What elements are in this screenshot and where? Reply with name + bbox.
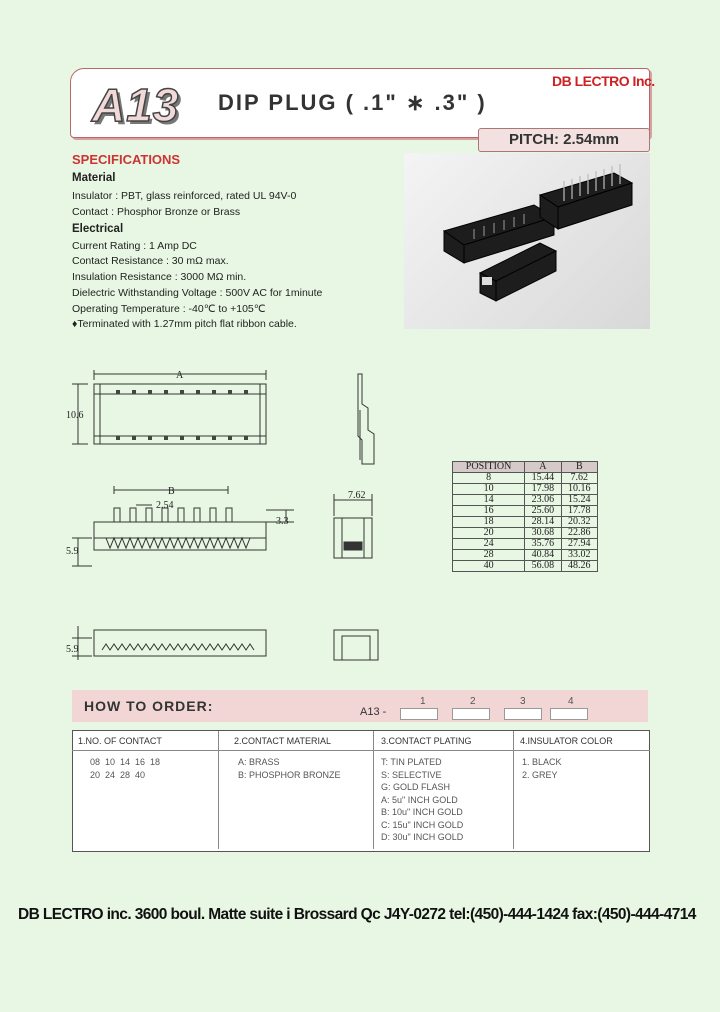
operating-temperature: Operating Temperature : -40℃ to +105℃ (72, 303, 266, 315)
col-divider (218, 731, 219, 849)
insulation-resistance: Insulation Resistance : 3000 MΩ min. (72, 271, 247, 283)
col-b: B (561, 462, 597, 473)
product-title: DIP PLUG ( .1" ∗ .3" ) (218, 90, 487, 115)
list-item: 08 10 14 16 18 (90, 757, 161, 767)
order-divider (72, 750, 650, 751)
contact-resistance: Contact Resistance : 30 mΩ max. (72, 255, 229, 267)
company-footer: DB LECTRO inc. 3600 boul. Matte suite i Brossard Qc J4Y-0272 tel:(450)-444-1424 fax:(450)-444-4714 (18, 906, 696, 923)
color-list (522, 756, 562, 781)
table-row: 28 40.84 33.02 (453, 550, 598, 561)
col3-heading: 3.CONTACT PLATING (381, 736, 472, 746)
slot-2-label: 2 (470, 696, 476, 707)
technical-drawings (66, 360, 426, 680)
table-row: 40 56.08 48.26 (453, 561, 598, 572)
specs-heading: SPECIFICATIONS (72, 152, 181, 167)
dim-a-label: A (176, 370, 184, 381)
list-item: B: 10u" INCH GOLD (381, 807, 463, 817)
slot-1-box (400, 708, 438, 720)
list-item: T: TIN PLATED (381, 757, 442, 767)
contact-spec: Contact : Phosphor Bronze or Brass (72, 206, 241, 218)
col2-heading: 2.CONTACT MATERIAL (234, 736, 332, 746)
list-item: C: 15u" INCH GOLD (381, 819, 464, 830)
col-a: A (525, 462, 561, 473)
table-row: 14 23.06 15.24 (453, 495, 598, 506)
table-row: 16 25.60 17.78 (453, 506, 598, 517)
list-item: 2. GREY (522, 769, 558, 780)
pitch-badge: PITCH: 2.54mm (478, 128, 650, 152)
list-item: 1. BLACK (522, 757, 562, 767)
dim-10-6-label: 10.6 (66, 410, 84, 421)
slot-4-label: 4 (568, 696, 574, 707)
dim-7-62-label: 7.62 (348, 490, 366, 501)
material-list (238, 756, 341, 781)
slot-4-box (550, 708, 588, 720)
dim-2-54-label: 2.54 (156, 500, 174, 511)
slot-2-box (452, 708, 490, 720)
contact-count-list (90, 756, 160, 781)
dim-3-3-label: 3.3 (276, 516, 289, 527)
dim-b-label: B (168, 486, 175, 497)
table-row: 18 28.14 20.32 (453, 517, 598, 528)
list-item: A: 5u" INCH GOLD (381, 794, 458, 805)
order-options-box (72, 730, 650, 852)
brand-name: DB LECTRO Inc. (552, 73, 655, 89)
order-heading: HOW TO ORDER: (84, 698, 214, 714)
table-row: 24 35.76 27.94 (453, 539, 598, 550)
dim-5-9-label: 5.9 (66, 546, 79, 557)
current-rating: Current Rating : 1 Amp DC (72, 240, 197, 252)
table-row: 20 30.68 22.86 (453, 528, 598, 539)
dimension-table (452, 461, 598, 572)
col-divider (373, 731, 374, 849)
list-item: A: BRASS (238, 757, 280, 767)
electrical-heading: Electrical (72, 223, 124, 235)
ribbon-note: ♦Terminated with 1.27mm pitch flat ribbon cable. (72, 318, 297, 330)
table-row: 8 15.44 7.62 (453, 473, 598, 484)
col-position: POSITION (453, 462, 525, 473)
table-row: 10 17.98 10.16 (453, 484, 598, 495)
list-item: 20 24 28 40 (90, 769, 146, 780)
slot-3-box (504, 708, 542, 720)
material-heading: Material (72, 172, 116, 184)
list-item: S: SELECTIVE (381, 769, 442, 780)
list-item: D: 30u" INCH GOLD (381, 832, 464, 842)
product-photo (404, 153, 650, 329)
col4-heading: 4.INSULATOR COLOR (520, 736, 613, 746)
order-code: A13 - (360, 706, 387, 718)
slot-3-label: 3 (520, 696, 526, 707)
list-item: B: PHOSPHOR BRONZE (238, 769, 341, 780)
model-number: A13 (92, 79, 180, 131)
insulator-spec: Insulator : PBT, glass reinforced, rated UL 94V-0 (72, 190, 297, 202)
slot-1-label: 1 (420, 696, 426, 707)
dim-5-9-bottom-label: 5.9 (66, 644, 79, 655)
dielectric-voltage: Dielectric Withstanding Voltage : 500V AC for 1minute (72, 287, 323, 299)
plating-list (381, 756, 463, 844)
list-item: G: GOLD FLASH (381, 782, 451, 792)
col1-heading: 1.NO. OF CONTACT (78, 736, 162, 746)
col-divider (513, 731, 514, 849)
